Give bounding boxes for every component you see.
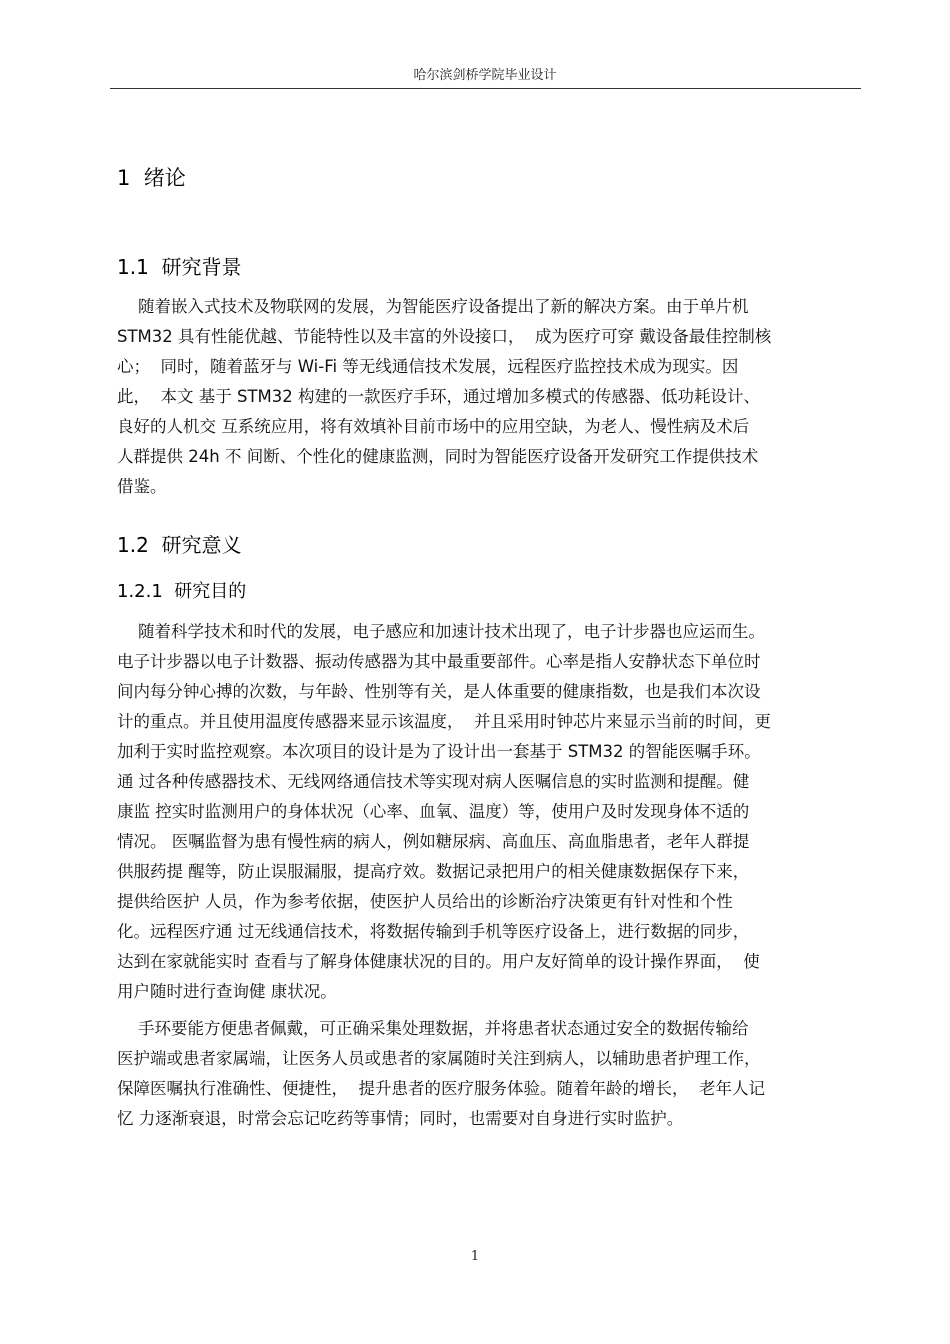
subsection-title: 研究目的 <box>174 581 247 602</box>
section-heading-1-1 <box>117 251 242 280</box>
section-number: 1.1 <box>117 255 149 279</box>
text-line: 供服药提 醒等，防止误服漏服，提高疗效。数据记录把用户的相关健康数据保存下来， <box>117 862 750 881</box>
text-line: 间内每分钟心搏的次数，与年龄、性别等有关，是人体重要的健康指数，也是我们本次设 <box>117 682 761 701</box>
background-paragraph <box>117 292 877 502</box>
text-line: 康监 控实时监测用户的身体状况（心率、血氧、温度）等，使用户及时发现身体不适的 <box>117 802 750 821</box>
text-line: 心； 同时，随着蓝牙与 Wi-Fi 等无线通信技术发展，远程医疗监控技术成为现实。因 <box>117 357 739 376</box>
text-line: 借鉴。 <box>117 477 167 496</box>
text-line: 用户随时进行查询健 康状况。 <box>117 982 337 1001</box>
running-header: 哈尔滨剑桥学院毕业设计 <box>413 68 557 83</box>
text-line: 计的重点。并且使用温度传感器来显示该温度， 并且采用时钟芯片来显示当前的时间，更 <box>117 712 771 731</box>
chapter-heading <box>117 162 186 192</box>
text-line: 随着科学技术和时代的发展，电子感应和加速计技术出现了，电子计步器也应运而生。 <box>117 622 765 641</box>
section-number: 1.2 <box>117 533 149 557</box>
page-number: 1 <box>470 1249 480 1264</box>
section-title: 研究意义 <box>161 533 242 557</box>
subsection-heading-1-2-1 <box>117 577 246 603</box>
text-line: STM32 具有性能优越、节能特性以及丰富的外设接口， 成为医疗可穿 戴设备最佳控制核 <box>117 327 772 346</box>
text-line: 随着嵌入式技术及物联网的发展，为智能医疗设备提出了新的解决方案。由于单片机 <box>117 297 749 316</box>
text-line: 情况。 医嘱监督为患有慢性病的病人，例如糖尿病、高血压、高血脂患者，老年人群提 <box>117 832 750 851</box>
text-line: 人群提供 24h 不 间断、个性化的健康监测，同时为智能医疗设备开发研究工作提供技术 <box>117 447 759 466</box>
text-line: 保障医嘱执行准确性、便捷性， 提升患者的医疗服务体验。随着年龄的增长， 老年人记 <box>117 1079 765 1098</box>
text-line: 化。远程医疗通 过无线通信技术，将数据传输到手机等医疗设备上，进行数据的同步， <box>117 922 750 941</box>
chapter-title: 绪论 <box>143 166 186 190</box>
purpose-paragraph-1 <box>117 617 877 1007</box>
section-heading-1-2 <box>117 529 242 558</box>
text-line: 良好的人机交 互系统应用，将有效填补目前市场中的应用空缺，为老人、慢性病及术后 <box>117 417 750 436</box>
text-line: 达到在家就能实时 查看与了解身体健康状况的目的。用户友好简单的设计操作界面， 使 <box>117 952 760 971</box>
subsection-number: 1.2.1 <box>117 581 163 602</box>
header-rule <box>110 88 861 89</box>
purpose-paragraph-2 <box>117 1014 877 1134</box>
text-line: 医护端或患者家属端，让医务人员或患者的家属随时关注到病人，以辅助患者护理工作， <box>117 1049 761 1068</box>
text-line: 提供给医护 人员，作为参考依据，使医护人员给出的诊断治疗决策更有针对性和个性 <box>117 892 733 911</box>
text-line: 手环要能方便患者佩戴，可正确采集处理数据，并将患者状态通过安全的数据传输给 <box>117 1019 749 1038</box>
text-line: 此， 本文 基于 STM32 构建的一款医疗手环，通过增加多模式的传感器、低功耗设计、 <box>117 387 761 406</box>
text-line: 忆 力逐渐衰退，时常会忘记吃药等事情；同时，也需要对自身进行实时监护。 <box>117 1109 684 1128</box>
text-line: 通 过各种传感器技术、无线网络通信技术等实现对病人医嘱信息的实时监测和提醒。健 <box>117 772 750 791</box>
text-line: 电子计步器以电子计数器、振动传感器为其中最重要部件。心率是指人安静状态下单位时 <box>117 652 761 671</box>
section-title: 研究背景 <box>161 255 242 279</box>
text-line: 加利于实时监控观察。本次项目的设计是为了设计出一套基于 STM32 的智能医嘱手环。 <box>117 742 761 761</box>
chapter-number: 1 <box>117 166 131 190</box>
